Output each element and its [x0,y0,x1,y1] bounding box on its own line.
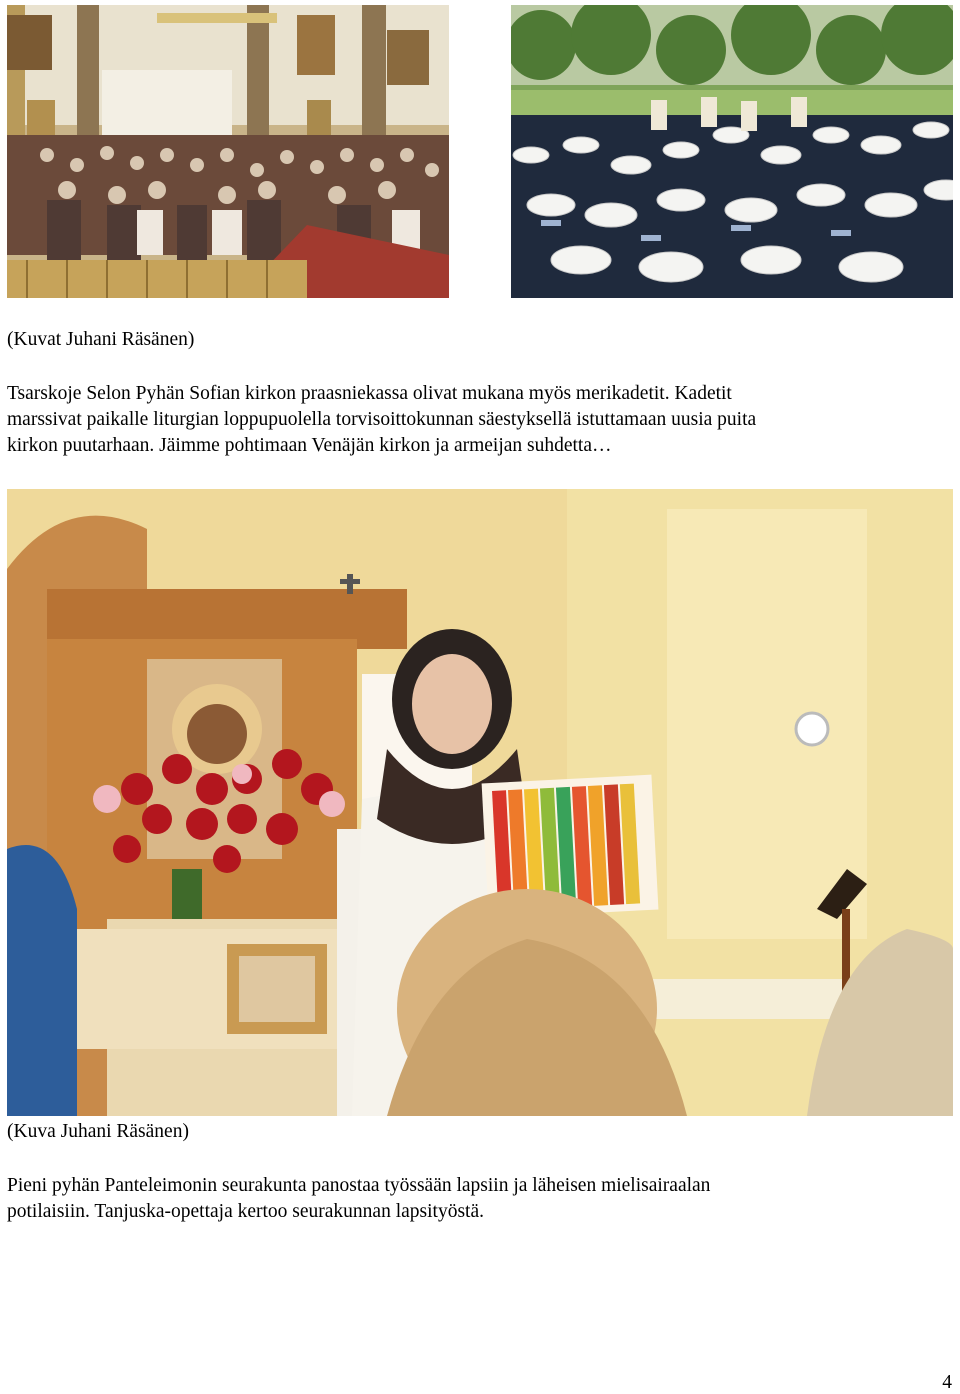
church-service-photo [7,5,449,298]
photo-caption: (Kuvat Juhani Räsänen) [7,329,195,350]
article-paragraph [7,381,947,459]
paragraph-line: Tsarskoje Selon Pyhän Sofian kirkon praasniekassa olivat mukana myös merikadetit. Kadetit [7,383,732,404]
paragraph-line: potilaisiin. Tanjuska-opettaja kertoo seurakunnan lapsityöstä. [7,1201,484,1222]
photo-caption: (Kuva Juhani Räsänen) [7,1121,189,1142]
paragraph-line: kirkon puutarhaan. Jäimme pohtimaan Venäjän kirkon ja armeijan suhdetta… [7,435,612,456]
page-number: 4 [942,1372,952,1393]
paragraph-line: marssivat paikalle liturgian loppupuolella torvisoittokunnan säestyksellä istuttamaan uusia puita [7,409,757,430]
naval-cadets-photo [511,5,953,298]
article-paragraph [7,1173,947,1225]
paragraph-line: Pieni pyhän Panteleimonin seurakunta panostaa työssään lapsiin ja läheisen mielisairaalan [7,1175,711,1196]
teacher-with-drawing-photo [7,489,953,1116]
